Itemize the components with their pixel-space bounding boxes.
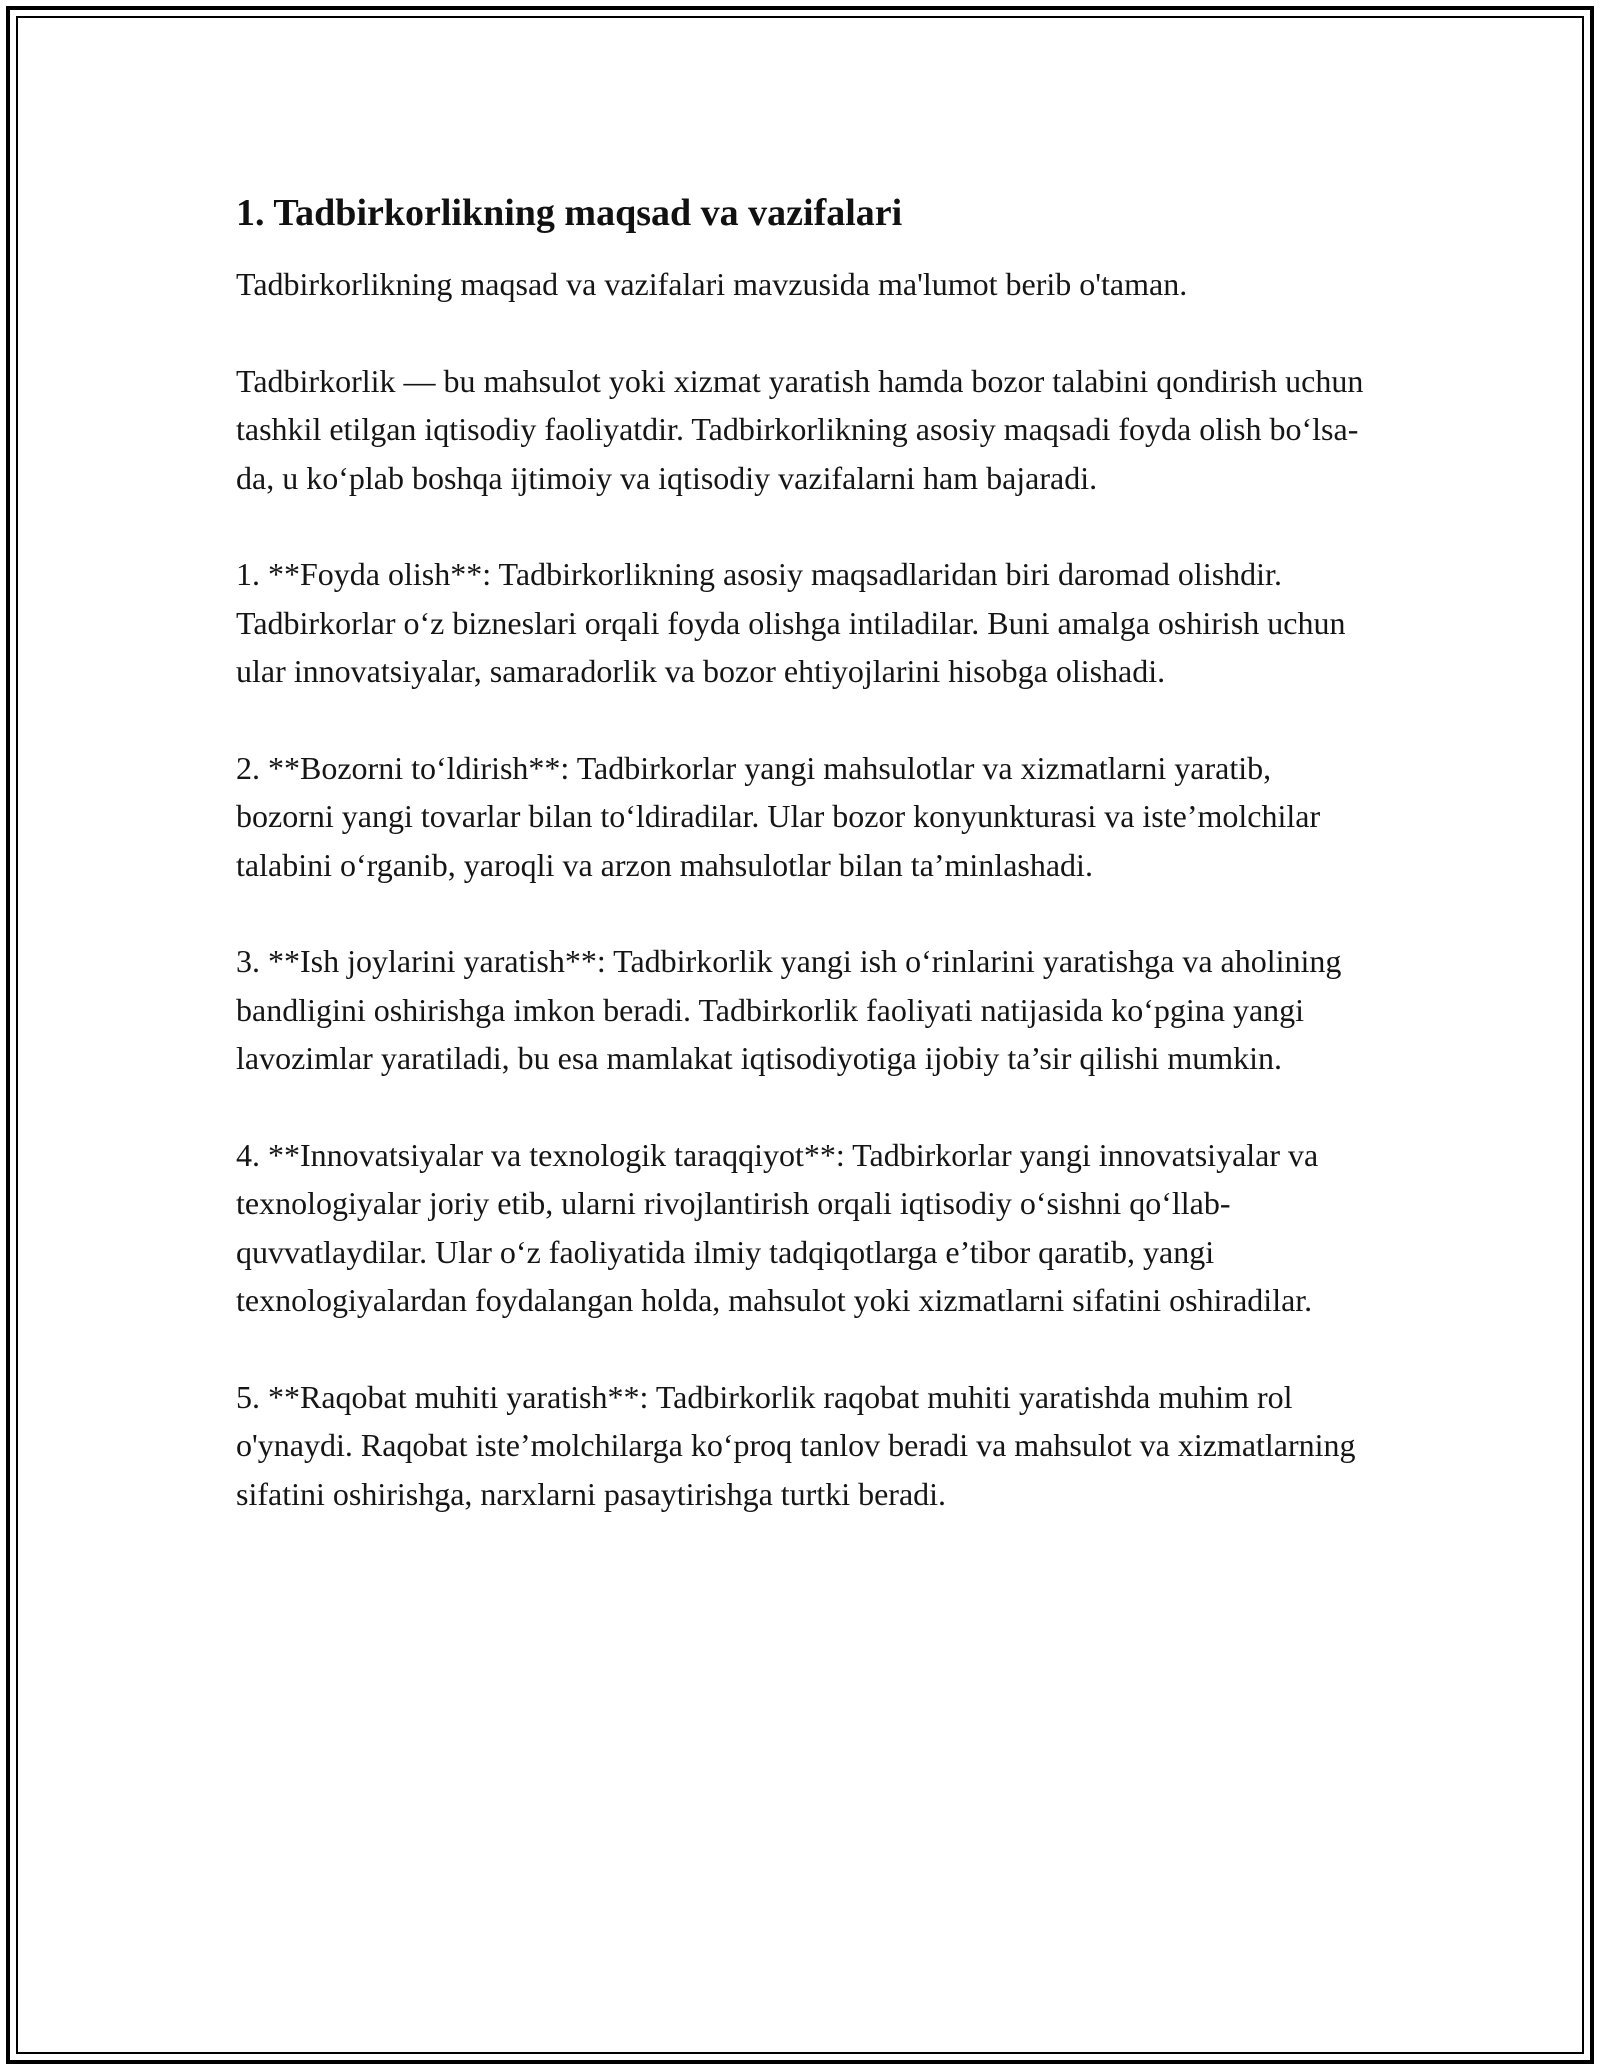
intro-paragraph: Tadbirkorlikning maqsad va vazifalari mavzusida ma'lumot berib o'taman. <box>236 266 1188 302</box>
list-item: 4. **Innovatsiyalar va texnologik taraqqiyot**: Tadbirkorlar yangi innovatsiyalar va texnologiyalar joriy etib, ularni rivojlantirish orqali iqtisodiy o‘sishni qo‘llab-quvvatlaydilar. Ular o‘z faoliyatida ilmiy tadqiqotlarga e’tibor qaratib, yangi texnologiyalardan foydalangan holda, mahsulot yoki xizmatlarni sifatini oshiradilar. <box>236 1136 1319 1318</box>
list-item: 2. **Bozorni to‘ldirish**: Tadbirkorlar yangi mahsulotlar va xizmatlarni yaratib, bozorni yangi tovarlar bilan to‘ldiradilar. Ular bozor konyunkturasi va iste’molchilar talabini o‘rganib, yaroqli va arzon mahsulotlar bilan ta’minlashadi. <box>236 749 1321 883</box>
definition-paragraph: Tadbirkorlik — bu mahsulot yoki xizmat yaratish hamda bozor talabini qondirish uchun tashkil etilgan iqtisodiy faoliyatdir. Tadbirkorlikning asosiy maqsadi foyda olish bo‘lsa-da, u ko‘plab boshqa ijtimoiy va iqtisodiy vazifalarni ham bajaradi. <box>236 362 1364 496</box>
document-body <box>236 186 1366 1566</box>
list-item: 1. **Foyda olish**: Tadbirkorlikning asosiy maqsadlaridan biri daromad olishdir. Tadbirkorlar o‘z bizneslari orqali foyda olishga intiladilar. Buni amalga oshirish uchun ular innovatsiyalar, samaradorlik va bozor ehtiyojlarini hisobga olishadi. <box>236 556 1346 689</box>
list-item: 3. **Ish joylarini yaratish**: Tadbirkorlik yangi ish o‘rinlarini yaratishga va aholining bandligini oshirishga imkon beradi. Tadbirkorlik faoliyati natijasida ko‘pgina yangi lavozimlar yaratiladi, bu esa mamlakat iqtisodiyotiga ijobiy ta’sir qilishi mumkin. <box>236 943 1342 1076</box>
list-item: 5. **Raqobat muhiti yaratish**: Tadbirkorlik raqobat muhiti yaratishda muhim rol o'ynaydi. Raqobat iste’molchilarga ko‘proq tanlov beradi va mahsulot va xizmatlarning sifatini oshirishga, narxlarni pasaytirishga turtki beradi. <box>236 1378 1356 1512</box>
page-title: 1. Tadbirkorlikning maqsad va vazifalari <box>236 192 903 234</box>
